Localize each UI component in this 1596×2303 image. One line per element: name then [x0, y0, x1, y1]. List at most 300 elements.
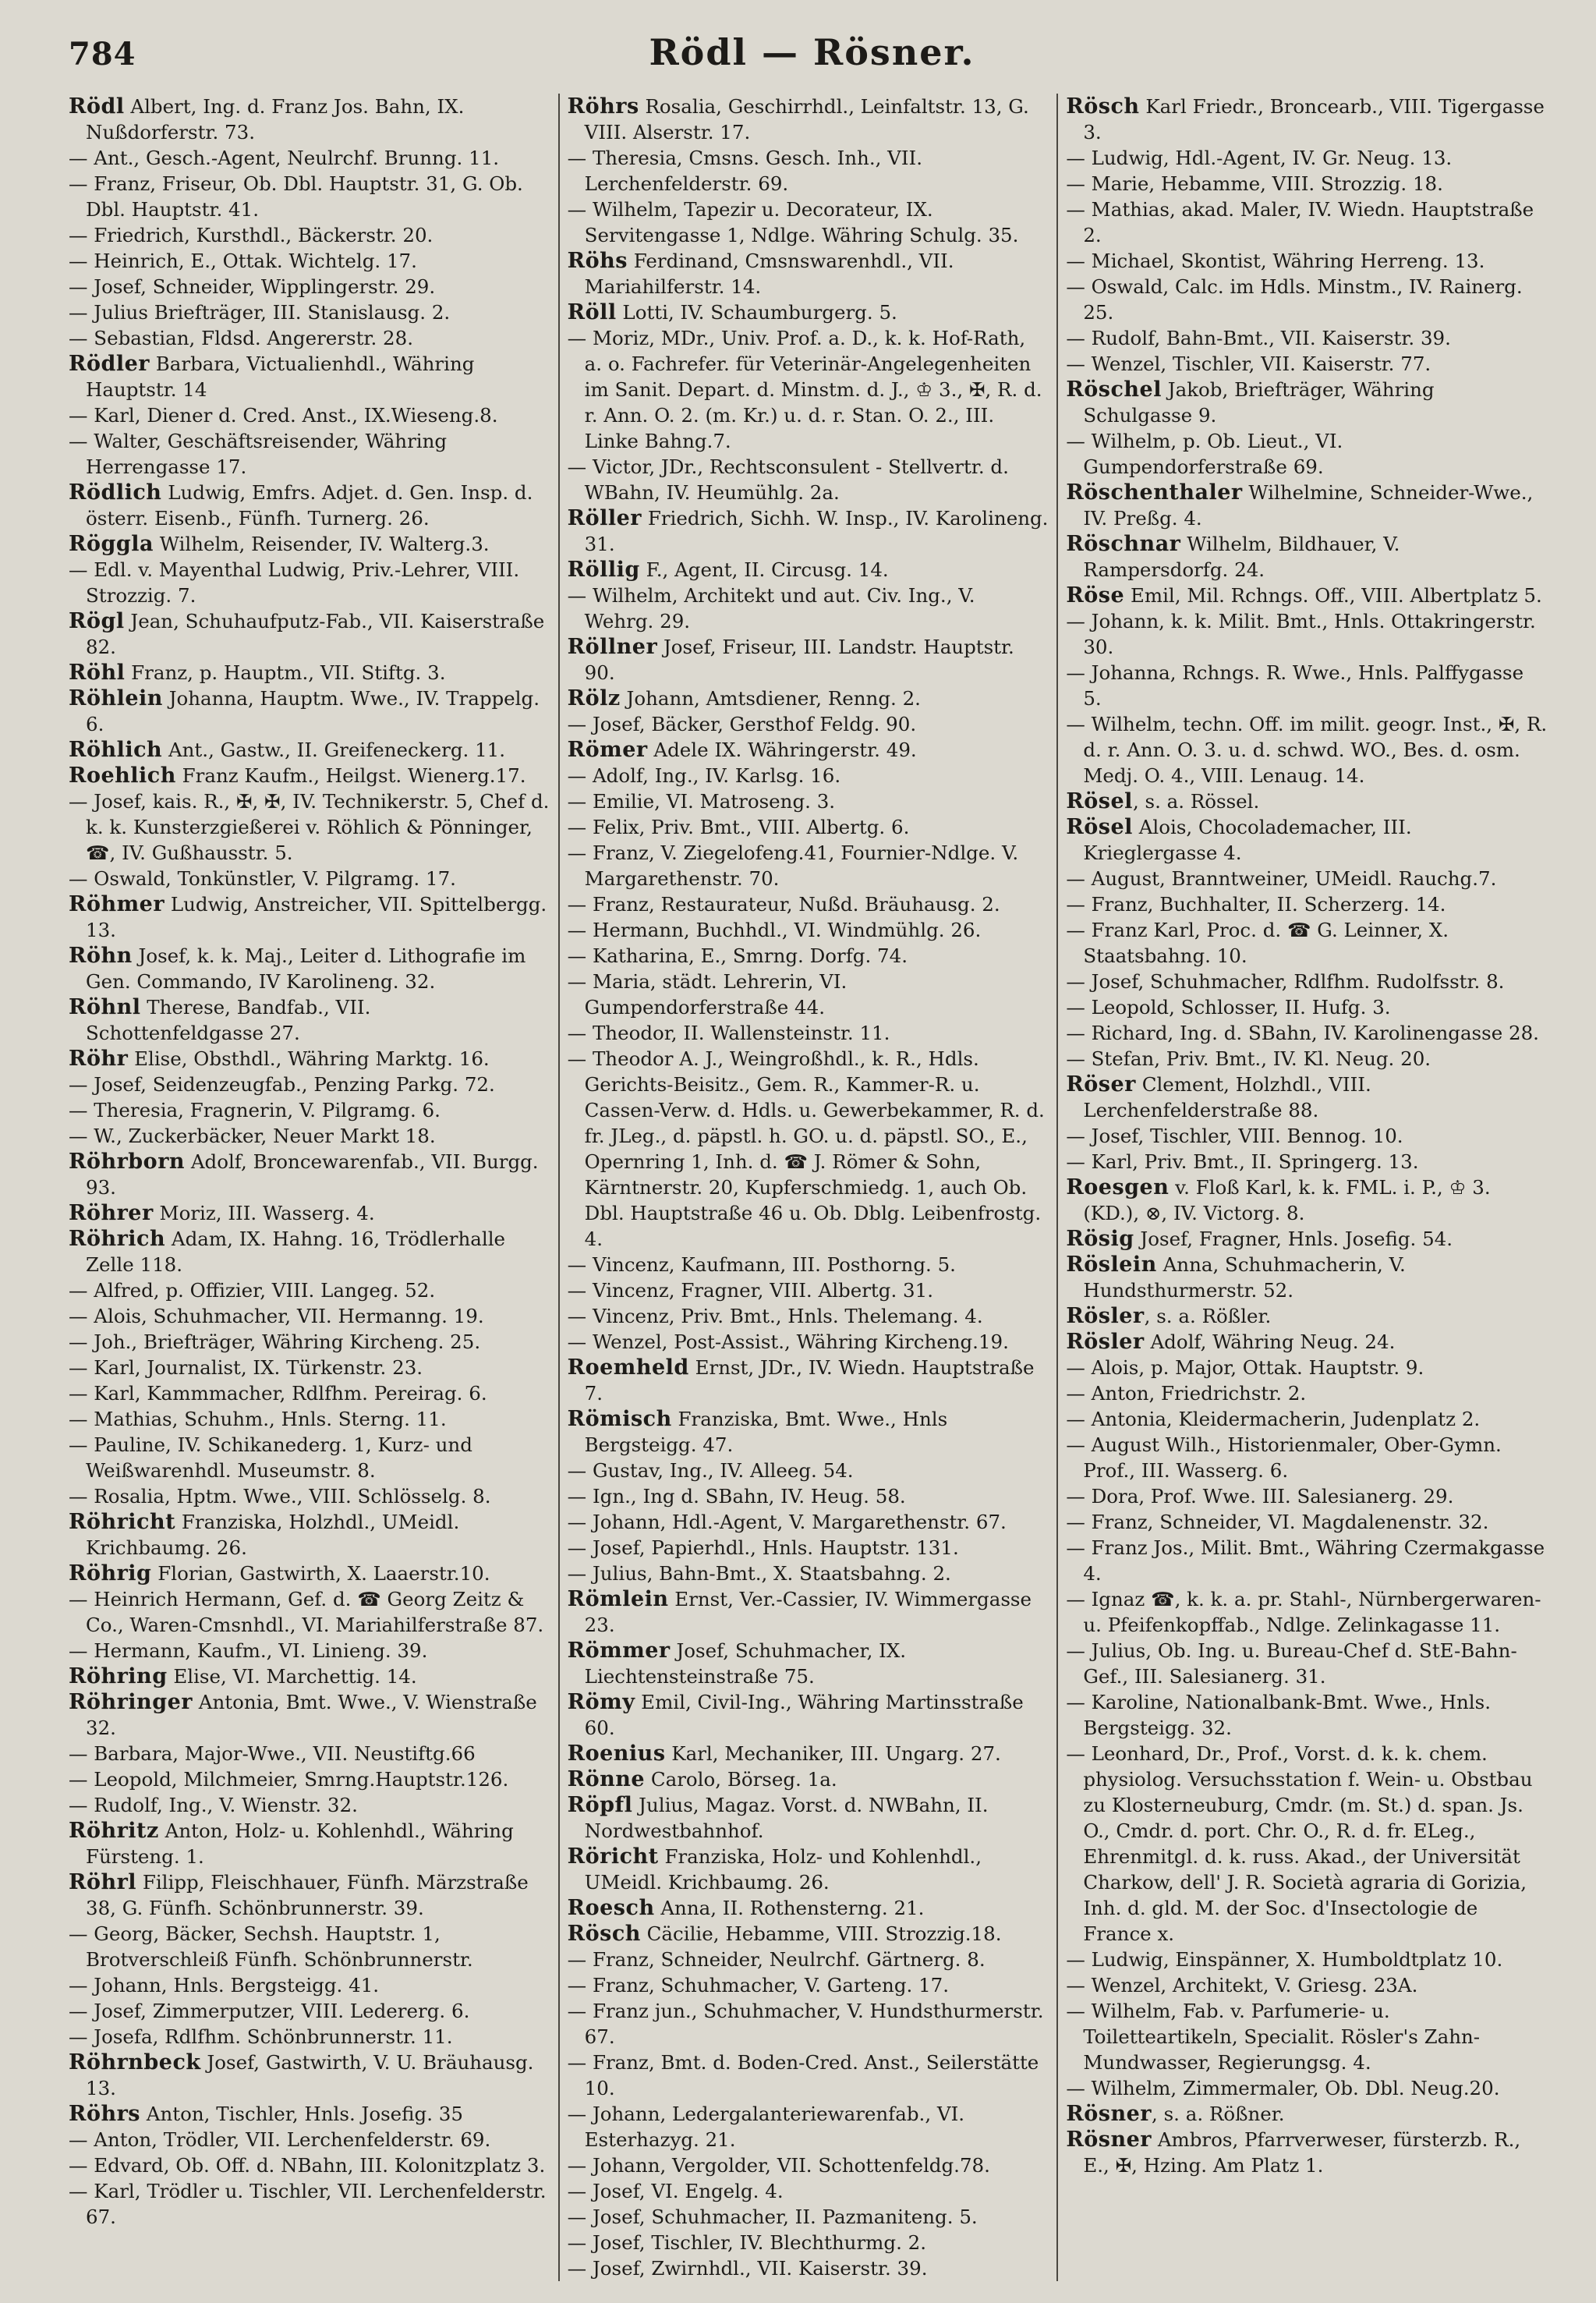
entry-text: — Alfred, p. Offizier, VIII. Langeg. 52.: [69, 1279, 436, 1302]
directory-columns: [69, 94, 1555, 2281]
directory-entry: [568, 454, 1049, 505]
directory-entry: [69, 94, 550, 145]
entry-surname: Röhring: [69, 1664, 168, 1688]
entry-text: Johann, Amtsdiener, Renng. 2.: [620, 687, 921, 710]
directory-entry: [568, 1329, 1049, 1355]
directory-entry: [69, 1638, 550, 1663]
directory-entry: [69, 299, 550, 325]
entry-text: — Rosalia, Hptm. Wwe., VIII. Schlösselg. 8.: [69, 1485, 491, 1508]
directory-entry: [1066, 1252, 1548, 1303]
entry-text: — Leopold, Milchmeier, Smrng.Hauptstr.126.: [69, 1768, 509, 1791]
entry-text: Clement, Holzhdl., VIII. Lerchenfelderstraße 88.: [1083, 1073, 1371, 1121]
entry-text: — Franz, Buchhalter, II. Scherzerg. 14.: [1066, 893, 1446, 916]
entry-text: — Karl, Priv. Bmt., II. Springerg. 13.: [1066, 1150, 1419, 1173]
entry-text: — Alois, p. Major, Ottak. Hauptstr. 9.: [1066, 1356, 1424, 1379]
directory-entry: [1066, 1947, 1548, 1972]
entry-text: — Johann, Ledergalanteriewarenfab., VI. Esterhazyg. 21.: [567, 2103, 965, 2151]
entry-text: — Mathias, akad. Maler, IV. Wiedn. Hauptstraße 2.: [1066, 198, 1534, 246]
entry-text: — Theresia, Cmsns. Gesch. Inh., VII. Lerchenfelderstr. 69.: [567, 147, 923, 195]
entry-text: — Wenzel, Architekt, V. Griesg. 23A.: [1066, 1974, 1418, 1997]
directory-entry: [69, 891, 550, 943]
entry-text: — W., Zuckerbäcker, Neuer Markt 18.: [69, 1125, 436, 1147]
directory-entry: [69, 248, 550, 274]
directory-entry: [568, 325, 1049, 454]
entry-text: — Dora, Prof. Wwe. III. Salesianerg. 29.: [1066, 1485, 1454, 1508]
entry-surname: Röllner: [567, 635, 658, 659]
entry-text: Franziska, Holzhdl., UMeidl. Krichbaumg. 26.: [86, 1511, 460, 1559]
directory-entry: [69, 2024, 550, 2050]
entry-text: Julius, Magaz. Vorst. d. NWBahn, II. Nordwestbahnhof.: [584, 1794, 989, 1842]
directory-entry: [1066, 1432, 1548, 1483]
entry-text: Albert, Ing. d. Franz Jos. Bahn, IX. Nußdorferstr. 73.: [86, 95, 465, 143]
directory-entry: [1066, 325, 1548, 351]
directory-entry: [568, 94, 1049, 145]
entry-text: — Heinrich, E., Ottak. Wichtelg. 17.: [69, 250, 417, 272]
entry-text: — Pauline, IV. Schikanederg. 1, Kurz- und Weißwarenhdl. Museumstr. 8.: [69, 1433, 472, 1482]
directory-entry: [69, 1329, 550, 1355]
entry-text: Therese, Bandfab., VII. Schottenfeldgasse 27.: [86, 996, 371, 1044]
entry-text: Emil, Mil. Rchngs. Off., VIII. Albertplatz 5.: [1124, 584, 1542, 607]
directory-entry: [1066, 608, 1548, 660]
entry-surname: Röhrl: [69, 1870, 137, 1894]
entry-surname: Rönne: [567, 1767, 646, 1791]
entry-surname: Römy: [567, 1690, 635, 1714]
directory-entry: [69, 1097, 550, 1123]
entry-text: Anton, Tischler, Hnls. Josefig. 35: [140, 2103, 463, 2125]
entry-text: — Johann, Hdl.-Agent, V. Margarethenstr. 67.: [567, 1511, 1007, 1533]
directory-entry: [1066, 531, 1548, 583]
directory-entry: [69, 2152, 550, 2178]
entry-surname: Rödl: [69, 94, 125, 119]
entry-text: — Josefa, Rdlfhm. Schönbrunnerstr. 11.: [69, 2025, 453, 2048]
entry-text: — Maria, städt. Lehrerin, VI. Gumpendorferstraße 44.: [567, 970, 848, 1019]
entry-text: Cäcilie, Hebamme, VIII. Strozzig.18.: [640, 1922, 1002, 1945]
directory-entry: [69, 660, 550, 686]
entry-surname: Röhrs: [567, 94, 639, 119]
directory-entry: [1066, 1406, 1548, 1432]
directory-entry: [568, 2178, 1049, 2204]
entry-text: — Rudolf, Bahn-Bmt., VII. Kaiserstr. 39.: [1066, 327, 1451, 349]
entry-surname: Rösch: [1066, 94, 1140, 119]
directory-entry: [69, 1380, 550, 1406]
entry-text: — Johann, Vergolder, VII. Schottenfeldg.78.: [567, 2154, 990, 2177]
entry-surname: Röhs: [567, 249, 628, 273]
entry-surname: Rölz: [567, 686, 621, 710]
entry-text: — Franz jun., Schuhmacher, V. Hundsthurmerstr. 67.: [567, 2000, 1044, 2048]
directory-entry: [568, 2230, 1049, 2255]
directory-entry: [69, 994, 550, 1046]
directory-entry: [69, 2127, 550, 2152]
directory-entry: [1066, 1998, 1548, 2075]
column-1: [69, 94, 560, 2281]
directory-entry: [1066, 917, 1548, 969]
entry-surname: Rögl: [69, 609, 125, 633]
entry-surname: Röggla: [69, 532, 154, 556]
entry-surname: Röhrnbeck: [69, 2050, 201, 2074]
entry-text: — Mathias, Schuhm., Hnls. Sterng. 11.: [69, 1408, 447, 1430]
directory-entry: [69, 943, 550, 994]
directory-entry: [1066, 248, 1548, 274]
directory-entry: [69, 274, 550, 299]
entry-surname: Röricht: [567, 1844, 659, 1869]
directory-entry: [69, 171, 550, 222]
directory-entry: [568, 1535, 1049, 1561]
directory-entry: [568, 891, 1049, 917]
directory-entry: [69, 1483, 550, 1509]
entry-text: — Adolf, Ing., IV. Karlsg. 16.: [567, 764, 841, 787]
directory-entry: [1066, 480, 1548, 531]
entry-text: — Ludwig, Einspänner, X. Humboldtplatz 10.: [1066, 1948, 1503, 1971]
entry-text: Anna, Schuhmacherin, V. Hundsthurmerstr. 52.: [1083, 1253, 1406, 1302]
directory-entry: [69, 480, 550, 531]
entry-surname: Röhrborn: [69, 1150, 186, 1174]
entry-surname: Röhrer: [69, 1201, 154, 1225]
directory-entry: [568, 737, 1049, 763]
directory-entry: [1066, 1586, 1548, 1638]
directory-entry: [69, 325, 550, 351]
directory-entry: [1066, 1046, 1548, 1072]
entry-surname: Röschel: [1066, 377, 1162, 402]
directory-entry: [1066, 197, 1548, 248]
entry-surname: Röllig: [567, 558, 640, 582]
entry-text: — Karl, Diener d. Cred. Anst., IX.Wieseng.8.: [69, 404, 498, 427]
directory-entry: [568, 1741, 1049, 1766]
entry-surname: Römlein: [567, 1587, 669, 1611]
entry-text: Josef, Schuhmacher, IX. Liechtensteinstraße 75.: [584, 1639, 907, 1688]
directory-entry: [568, 1355, 1049, 1406]
entry-text: Rosalia, Geschirrhdl., Leinfaltstr. 13, G. VIII. Alserstr. 17.: [584, 95, 1029, 143]
entry-text: — Moriz, MDr., Univ. Prof. a. D., k. k. Hof-Rath, a. o. Fachrefer. für Veterinär-Angelegenheiten im Sanit. Depart. d. Minstm. d. J., ♔ 3., ✠, R. d. r. Ann. O. 2. (m. Kr.) u. d. r. Stan. O. 2., III. Linke Bahng.7.: [567, 327, 1042, 452]
entry-surname: Rösner: [1066, 2128, 1152, 2152]
directory-entry: [568, 686, 1049, 711]
entry-text: — Ludwig, Hdl.-Agent, IV. Gr. Neug. 13.: [1066, 147, 1453, 169]
entry-text: — Anton, Trödler, VII. Lerchenfelderstr. 69.: [69, 2128, 491, 2151]
directory-entry: [1066, 1483, 1548, 1509]
entry-text: — Wilhelm, Fab. v. Parfumerie- u. Toiletteartikeln, Specialit. Rösler's Zahn-Mundwasser, Regierungsg. 4.: [1066, 2000, 1481, 2074]
directory-entry: [568, 788, 1049, 814]
entry-text: — August Wilh., Historienmaler, Ober-Gymn. Prof., III. Wasserg. 6.: [1066, 1433, 1502, 1482]
entry-text: Elise, VI. Marchettig. 14.: [167, 1665, 417, 1688]
directory-entry: [568, 1844, 1049, 1895]
directory-entry: [69, 1406, 550, 1432]
directory-entry: [568, 917, 1049, 943]
entry-text: — Josef, Tischler, VIII. Bennog. 10.: [1066, 1125, 1403, 1147]
page-number: 784: [69, 36, 136, 73]
directory-entry: [1066, 1535, 1548, 1586]
entry-text: — Josef, Schneider, Wipplingerstr. 29.: [69, 275, 436, 298]
directory-entry: [69, 1972, 550, 1998]
directory-entry: [69, 1766, 550, 1792]
entry-text: — Franz Jos., Milit. Bmt., Währing Czermakgasse 4.: [1066, 1536, 1545, 1585]
entry-text: — Ant., Gesch.-Agent, Neulrchf. Brunng. 11.: [69, 147, 500, 169]
entry-text: — Wilhelm, Architekt und aut. Civ. Ing., V. Wehrg. 29.: [567, 584, 975, 632]
directory-entry: [69, 1818, 550, 1869]
directory-entry: [568, 1020, 1049, 1046]
entry-surname: Römisch: [567, 1407, 672, 1431]
directory-entry: [69, 1072, 550, 1097]
entry-text: — Theresia, Fragnerin, V. Pilgramg. 6.: [69, 1099, 441, 1121]
directory-entry: [1066, 1175, 1548, 1226]
entry-text: — Gustav, Ing., IV. Alleeg. 54.: [567, 1459, 854, 1482]
entry-text: — Vincenz, Fragner, VIII. Albertg. 31.: [567, 1279, 933, 1302]
entry-text: — Johanna, Rchngs. R. Wwe., Hnls. Palffygasse 5.: [1066, 661, 1524, 710]
entry-text: — Josef, Tischler, IV. Blechthurmg. 2.: [567, 2231, 927, 2254]
directory-entry: [1066, 1509, 1548, 1535]
directory-entry: [568, 711, 1049, 737]
directory-entry: [568, 505, 1049, 557]
entry-text: — Franz, Bmt. d. Boden-Cred. Anst., Seilerstätte 10.: [567, 2051, 1039, 2099]
entry-text: Anton, Holz- u. Kohlenhdl., Währing Fürsteng. 1.: [86, 1819, 514, 1868]
entry-text: Jean, Schuhaufputz-Fab., VII. Kaiserstraße 82.: [86, 610, 545, 658]
entry-text: — Julius, Bahn-Bmt., X. Staatsbahng. 2.: [567, 1562, 951, 1585]
directory-entry: [568, 840, 1049, 891]
directory-entry: [69, 1663, 550, 1689]
entry-text: — Franz, Schuhmacher, V. Garteng. 17.: [567, 1974, 950, 1997]
entry-text: — Leopold, Schlosser, II. Hufg. 3.: [1066, 996, 1391, 1019]
directory-entry: [1066, 1355, 1548, 1380]
entry-text: — Stefan, Priv. Bmt., IV. Kl. Neug. 20.: [1066, 1047, 1431, 1070]
entry-surname: Röschnar: [1066, 532, 1181, 556]
directory-entry: [568, 2152, 1049, 2178]
directory-entry: [1066, 969, 1548, 994]
entry-text: — Josef, Schuhmacher, II. Pazmaniteng. 5.: [567, 2206, 978, 2228]
entry-text: — Walter, Geschäftsreisender, Währing Herrengasse 17.: [69, 430, 448, 478]
entry-text: — Josef, Bäcker, Gersthof Feldg. 90.: [567, 713, 917, 735]
directory-entry: [1066, 2101, 1548, 2127]
directory-entry: [69, 1509, 550, 1561]
entry-text: — Josef, kais. R., ✠, ✠, IV. Technikerstr. 5, Chef d. k. k. Kunsterzgießerei v. Röhlich & Pönninger, ☎, IV. Gußhausstr. 5.: [69, 790, 550, 864]
entry-text: — Johann, k. k. Milit. Bmt., Hnls. Ottakringerstr. 30.: [1066, 610, 1536, 658]
entry-text: Karl, Mechaniker, III. Ungarg. 27.: [665, 1742, 1001, 1765]
directory-entry: [1066, 2075, 1548, 2101]
directory-entry: [1066, 788, 1548, 814]
entry-surname: Röll: [567, 300, 617, 324]
directory-entry: [69, 1869, 550, 1921]
entry-surname: Röpfl: [567, 1793, 633, 1817]
directory-entry: [568, 1561, 1049, 1586]
directory-entry: [69, 1226, 550, 1277]
directory-entry: [69, 1792, 550, 1818]
entry-surname: Röslein: [1066, 1252, 1157, 1277]
entry-surname: Rösler: [1066, 1330, 1145, 1354]
directory-entry: [1066, 1972, 1548, 1998]
entry-text: Adolf, Währing Neug. 24.: [1144, 1330, 1396, 1353]
directory-entry: [568, 943, 1049, 969]
directory-entry: [69, 1561, 550, 1586]
entry-surname: Rödlich: [69, 480, 162, 505]
directory-entry: [69, 402, 550, 428]
entry-text: Friedrich, Sichh. W. Insp., IV. Karolineng. 31.: [584, 507, 1049, 555]
entry-text: — Wenzel, Tischler, VII. Kaiserstr. 77.: [1066, 353, 1431, 375]
directory-entry: [1066, 1380, 1548, 1406]
entry-text: Ernst, Ver.-Cassier, IV. Wimmergasse 23.: [584, 1588, 1032, 1636]
entry-text: — Ign., Ing d. SBahn, IV. Heug. 58.: [567, 1485, 906, 1508]
directory-entry: [1066, 1226, 1548, 1252]
entry-text: — August, Branntweiner, UMeidl. Rauchg.7.: [1066, 867, 1497, 890]
entry-text: — Katharina, E., Smrng. Dorfg. 74.: [567, 944, 908, 967]
entry-text: Carolo, Börseg. 1a.: [645, 1768, 837, 1791]
entry-text: — Josef, Zimmerputzer, VIII. Ledererg. 6.: [69, 2000, 470, 2022]
entry-surname: Roehlich: [69, 764, 176, 788]
entry-text: Alois, Chocolademacher, III. Krieglergasse 4.: [1083, 816, 1412, 864]
directory-entry: [1066, 1020, 1548, 1046]
entry-text: Florian, Gastwirth, X. Laaerstr.10.: [151, 1562, 490, 1585]
entry-text: — Richard, Ing. d. SBahn, IV. Karolinengasse 28.: [1066, 1022, 1539, 1044]
entry-surname: Röse: [1066, 583, 1125, 608]
directory-entry: [69, 1998, 550, 2024]
entry-text: Josef, Fragner, Hnls. Josefig. 54.: [1134, 1228, 1453, 1250]
entry-surname: Röhricht: [69, 1510, 176, 1534]
directory-entry: [1066, 866, 1548, 891]
directory-entry: [69, 1123, 550, 1149]
directory-entry: [69, 531, 550, 557]
directory-entry: [568, 1252, 1049, 1277]
entry-text: — Oswald, Tonkünstler, V. Pilgramg. 17.: [69, 867, 456, 890]
entry-text: — Johann, Hnls. Bergsteigg. 41.: [69, 1974, 380, 1997]
entry-text: — Franz, Friseur, Ob. Dbl. Hauptstr. 31, G. Ob. Dbl. Hauptstr. 41.: [69, 172, 523, 221]
entry-text: Adele IX. Währingerstr. 49.: [647, 739, 917, 761]
entry-surname: Röhrich: [69, 1227, 166, 1251]
entry-surname: Roesch: [567, 1896, 655, 1920]
entry-text: Josef, k. k. Maj., Leiter d. Lithografie im Gen. Commando, IV Karolineng. 32.: [86, 944, 526, 993]
entry-surname: Roenius: [567, 1741, 666, 1766]
entry-text: Adolf, Broncewarenfab., VII. Burgg. 93.: [86, 1150, 539, 1199]
directory-entry: [568, 1921, 1049, 1947]
entry-text: Ludwig, Anstreicher, VII. Spittelbergg. 13.: [86, 893, 547, 941]
entry-text: — Oswald, Calc. im Hdls. Minstm., IV. Rainerg. 25.: [1066, 275, 1523, 324]
entry-text: — Wilhelm, Zimmermaler, Ob. Dbl. Neug.20.: [1066, 2077, 1500, 2099]
directory-entry: [69, 1149, 550, 1200]
entry-text: Johanna, Hauptm. Wwe., IV. Trappelg. 6.: [86, 687, 540, 735]
directory-entry: [69, 1277, 550, 1303]
column-2: [560, 94, 1059, 2281]
entry-text: Ludwig, Emfrs. Adjet. d. Gen. Insp. d. österr. Eisenb., Fünfh. Turnerg. 26.: [86, 481, 533, 530]
directory-entry: [1066, 171, 1548, 197]
directory-entry: [568, 557, 1049, 583]
entry-text: v. Floß Karl, k. k. FML. i. P., ♔ 3. (KD.), ⊗, IV. Victorg. 8.: [1083, 1176, 1491, 1224]
directory-entry: [1066, 94, 1548, 145]
entry-text: — Georg, Bäcker, Sechsh. Hauptstr. 1, Brotverschleiß Fünfh. Schönbrunnerstr.: [69, 1922, 473, 1971]
entry-surname: Römmer: [567, 1639, 671, 1663]
entry-surname: Rösner: [1066, 2102, 1152, 2126]
entry-text: — Rudolf, Ing., V. Wienstr. 32.: [69, 1794, 358, 1816]
entry-text: — Theodor, II. Wallensteinstr. 11.: [567, 1022, 890, 1044]
entry-text: — Victor, JDr., Rechtsconsulent - Stellvertr. d. WBahn, IV. Heumühlg. 2a.: [567, 455, 1009, 504]
entry-text: Antonia, Bmt. Wwe., V. Wienstraße 32.: [86, 1691, 537, 1739]
entry-text: — Julius, Ob. Ing. u. Bureau-Chef d. StE-Bahn-Gef., III. Salesianerg. 31.: [1066, 1639, 1517, 1688]
directory-entry: [69, 737, 550, 763]
entry-text: — Friedrich, Kursthdl., Bäckerstr. 20.: [69, 224, 434, 246]
entry-surname: Röhringer: [69, 1690, 193, 1714]
directory-entry: [568, 1586, 1049, 1638]
entry-text: Wilhelm, Bildhauer, V. Rampersdorfg. 24.: [1083, 533, 1400, 581]
entry-text: , s. a. Rössel.: [1132, 790, 1260, 813]
directory-entry: [1066, 891, 1548, 917]
entry-surname: Rösel: [1066, 815, 1133, 839]
directory-entry: [568, 1947, 1049, 1972]
entry-text: Josef, Friseur, III. Landstr. Hauptstr. 90.: [584, 636, 1014, 684]
entry-surname: Röhritz: [69, 1819, 159, 1843]
directory-entry: [568, 1792, 1049, 1844]
directory-entry: [568, 145, 1049, 197]
directory-entry: [1066, 711, 1548, 788]
entry-surname: Röhrs: [69, 2102, 141, 2126]
entry-text: Lotti, IV. Schaumburgerg. 5.: [616, 301, 897, 324]
directory-entry: [69, 557, 550, 608]
directory-entry: [1066, 1149, 1548, 1175]
entry-text: — Franz Karl, Proc. d. ☎ G. Leinner, X. Staatsbahng. 10.: [1066, 919, 1449, 967]
entry-text: — Felix, Priv. Bmt., VIII. Albertg. 6.: [567, 816, 910, 838]
directory-entry: [568, 2255, 1049, 2281]
entry-text: Franz Kaufm., Heilgst. Wienerg.17.: [175, 764, 526, 787]
directory-entry: [568, 1046, 1049, 1252]
entry-text: — Karl, Kammmacher, Rdlfhm. Pereirag. 6.: [69, 1382, 487, 1405]
entry-text: — Vincenz, Kaufmann, III. Posthorng. 5.: [567, 1253, 956, 1276]
directory-entry: [568, 1509, 1049, 1535]
entry-surname: Roesgen: [1066, 1175, 1170, 1199]
entry-text: — Joh., Briefträger, Währing Kircheng. 25.: [69, 1330, 481, 1353]
entry-text: — Leonhard, Dr., Prof., Vorst. d. k. k. chem. physiolog. Versuchsstation f. Wein- u. Obstbau zu Klosterneuburg, Cmdr. (m. St.) d. span. Js. O., Cmdr. d. port. Chr. O., R. d. fr. ELeg., Ehrenmitgl. d. k. russ. Akad., der Universität Charkow, dell' J. R. Società agraria di Gorizia, Inh. d. gld. M. der Soc. d'Insectologie de France x.: [1066, 1742, 1533, 1945]
directory-entry: [568, 1972, 1049, 1998]
directory-entry: [1066, 1741, 1548, 1947]
directory-entry: [69, 608, 550, 660]
entry-text: Jakob, Briefträger, Währing Schulgasse 9.: [1083, 378, 1435, 427]
directory-entry: [568, 1483, 1049, 1509]
entry-text: — Wilhelm, p. Ob. Lieut., VI. Gumpendorferstraße 69.: [1066, 430, 1343, 478]
directory-entry: [568, 814, 1049, 840]
entry-text: — Wenzel, Post-Assist., Währing Kircheng.19.: [567, 1330, 1009, 1353]
directory-entry: [568, 634, 1049, 686]
directory-entry: [1066, 377, 1548, 428]
directory-entry: [69, 428, 550, 480]
running-title: Rödl — Rösner.: [649, 31, 975, 73]
directory-entry: [568, 197, 1049, 248]
directory-entry: [568, 763, 1049, 788]
directory-entry: [568, 2101, 1049, 2152]
directory-entry: [568, 1895, 1049, 1921]
directory-entry: [568, 1689, 1049, 1741]
entry-text: — Julius Briefträger, III. Stanislausg. 2.: [69, 301, 451, 324]
entry-text: Anna, II. Rothensterng. 21.: [654, 1897, 925, 1919]
directory-entry: [1066, 1638, 1548, 1689]
entry-text: , s. a. Rößner.: [1152, 2103, 1285, 2125]
entry-text: Filipp, Fleischhauer, Fünfh. Märzstraße 38, G. Fünfh. Schönbrunnerstr. 39.: [86, 1871, 529, 1919]
entry-surname: Röhmer: [69, 892, 165, 916]
page-header: [69, 31, 1555, 94]
directory-entry: [1066, 583, 1548, 608]
directory-entry: [69, 2050, 550, 2101]
entry-surname: Röser: [1066, 1072, 1136, 1097]
entry-surname: Röhlein: [69, 686, 163, 710]
directory-entry: [69, 788, 550, 866]
entry-text: — Hermann, Kaufm., VI. Linieng. 39.: [69, 1639, 428, 1662]
directory-entry: [568, 1638, 1049, 1689]
entry-surname: Römer: [567, 738, 648, 762]
entry-text: — Anton, Friedrichstr. 2.: [1066, 1382, 1307, 1405]
entry-text: — Antonia, Kleidermacherin, Judenplatz 2.: [1066, 1408, 1481, 1430]
entry-text: Emil, Civil-Ing., Währing Martinsstraße 60.: [584, 1691, 1024, 1739]
directory-entry: [568, 299, 1049, 325]
directory-entry: [1066, 2127, 1548, 2178]
directory-entry: [69, 866, 550, 891]
entry-surname: Röhnl: [69, 995, 141, 1019]
directory-entry: [69, 1586, 550, 1638]
directory-entry: [568, 2050, 1049, 2101]
directory-entry: [1066, 1303, 1548, 1329]
directory-entry: [69, 1689, 550, 1741]
directory-entry: [1066, 1123, 1548, 1149]
entry-text: Karl Friedr., Broncearb., VIII. Tigergasse 3.: [1083, 95, 1545, 143]
